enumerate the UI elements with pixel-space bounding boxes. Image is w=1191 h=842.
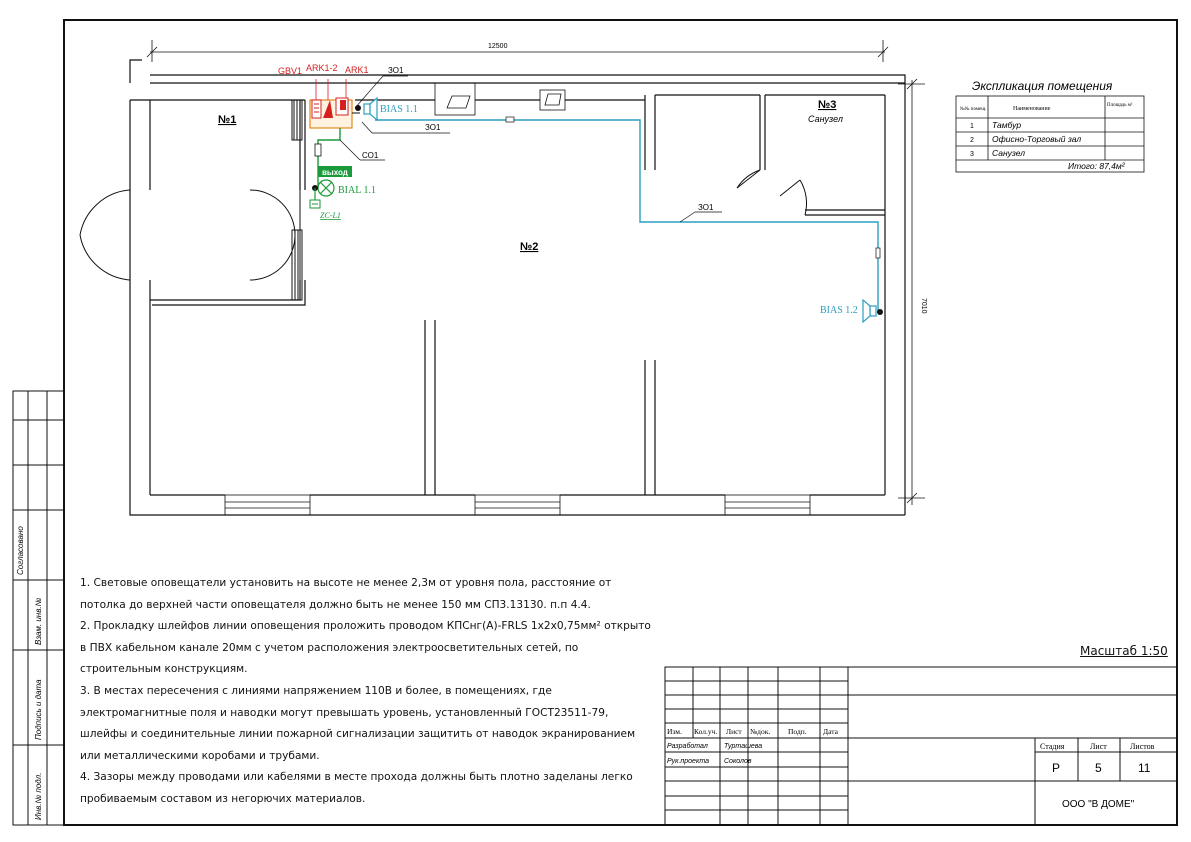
note-4: 4. Зазоры между проводами или кабелями в месте прохода должны быть плотно заделаны легко пробиваемым составом из негорючих материалов. (80, 771, 633, 805)
junction-box-2 (876, 248, 880, 258)
device-bias12: BIAS 1.2 (820, 305, 858, 316)
side-inv-orig: Инв.№ подл. (34, 772, 43, 820)
stamp-sheet: 5 (1095, 761, 1102, 775)
note-2: 2. Прокладку шлейфов линии оповещения проложить проводом КПСнг(А)-FRLS 1х2х0,75мм² открыто в ПВХ кабельном канале 20мм с учетом расположения электроосветительных сетей, по строительным конструкциям. (80, 620, 651, 676)
note-3: 3. В местах пересечения с линиями напряжением 110В и более, в помещениях, где электромагнитные поля и наводки могут превышать уровень, установленный ГОСТ23511-79, шлейфы и соединительные линии пожарной сигнализации защитить от наводок экранированием или металлическими коробами и трубами. (80, 684, 636, 762)
entrance-doors (80, 100, 807, 300)
stamp-col-date: Дата (823, 727, 838, 736)
device-bial11: BIAL 1.1 (338, 185, 376, 196)
alarm-panel (310, 79, 360, 128)
expl-header-area: Площадь м² (1107, 103, 1133, 108)
bial11-light-icon (318, 180, 334, 196)
device-ark12: ARK1-2 (306, 63, 338, 73)
stamp-sheet-label: Лист (1090, 742, 1107, 751)
bias12-node (877, 309, 883, 315)
device-ark1: ARK1 (345, 65, 369, 75)
zo1-loop (375, 120, 878, 312)
stamp-col-kol: Кол.уч. (694, 727, 718, 736)
expl-header-name: Наименование (1013, 106, 1051, 112)
notes (80, 573, 655, 811)
stamp-col-list: Лист (726, 727, 742, 736)
stamp-stage: Р (1052, 761, 1061, 775)
bias11-node (355, 105, 361, 111)
zo1-label-b: ЗО1 (425, 123, 441, 132)
device-bias11: BIAS 1.1 (380, 104, 418, 115)
room-3-name: Санузел (808, 114, 843, 124)
stamp-head-label: Рук.проекта (667, 758, 709, 765)
explication-title: Экспликация помещения (972, 79, 1113, 93)
stamp-company: ООО "В ДОМЕ" (1062, 799, 1135, 810)
room-3-label: №3 (818, 99, 837, 111)
expl-row1-num: 1 (970, 123, 974, 130)
expl-row2-name: Офисно-Торговый зал (992, 134, 1082, 144)
expl-row3-name: Санузел (992, 148, 1025, 158)
junction-box (506, 117, 514, 122)
note-1: 1. Световые оповещатели установить на высоте не менее 2,3м от уровня пола, расстояние от потолка до верхней части оповещателя должно быть не менее 150 мм СП3.13130. п.п 4.4. (80, 577, 612, 611)
zo1-label-c: ЗО1 (698, 203, 714, 212)
stamp-developed-label: Разработал (667, 743, 708, 750)
side-sign-date: Подпись и дата (34, 679, 43, 740)
bias11-speaker-icon (364, 98, 377, 120)
device-zcl1: ZC-L1 (320, 211, 341, 220)
stamp-head-name: Соколов (724, 758, 752, 765)
stamp-stage-label: Стадия (1040, 742, 1065, 751)
bias12-speaker-icon (863, 300, 876, 322)
stamp-sheets-label: Листов (1130, 742, 1155, 751)
stamp-developed-name: Турташева (724, 743, 763, 750)
dimension-width-label: 12500 (488, 43, 508, 50)
side-agreed: Согласовано (16, 526, 25, 575)
zo1-leader-a (355, 76, 383, 108)
expl-header-num: №№ помещ. (960, 107, 987, 112)
scale-label: Масштаб 1:50 (1080, 644, 1168, 658)
so1-loop (318, 128, 340, 188)
dimension-height-label: 7010 (920, 298, 927, 314)
device-gbv1: GBV1 (278, 66, 303, 76)
so1-junction (315, 144, 321, 156)
zo1-label-a: ЗО1 (388, 66, 404, 75)
dimension-width (147, 40, 888, 62)
side-inv-replace: Взам. инв.№ (34, 597, 43, 645)
expl-row1-name: Тамбур (992, 120, 1022, 130)
so1-label: СО1 (362, 151, 379, 160)
expl-row3-num: 3 (970, 151, 974, 158)
stamp-col-izm: Изм. (667, 727, 682, 736)
windows (225, 83, 810, 515)
stamp-col-doc: №док. (750, 727, 771, 736)
stamp-col-podp: Подп. (788, 727, 807, 736)
walls (130, 60, 905, 515)
stamp-sheets: 11 (1138, 761, 1151, 775)
dimension-height (898, 79, 925, 505)
room-2-label: №2 (520, 241, 539, 253)
room-1-label: №1 (218, 114, 237, 126)
expl-row2-num: 2 (970, 137, 974, 144)
expl-total: Итого: 87,4м² (1068, 161, 1125, 171)
exit-sign-label: выход (322, 168, 348, 177)
